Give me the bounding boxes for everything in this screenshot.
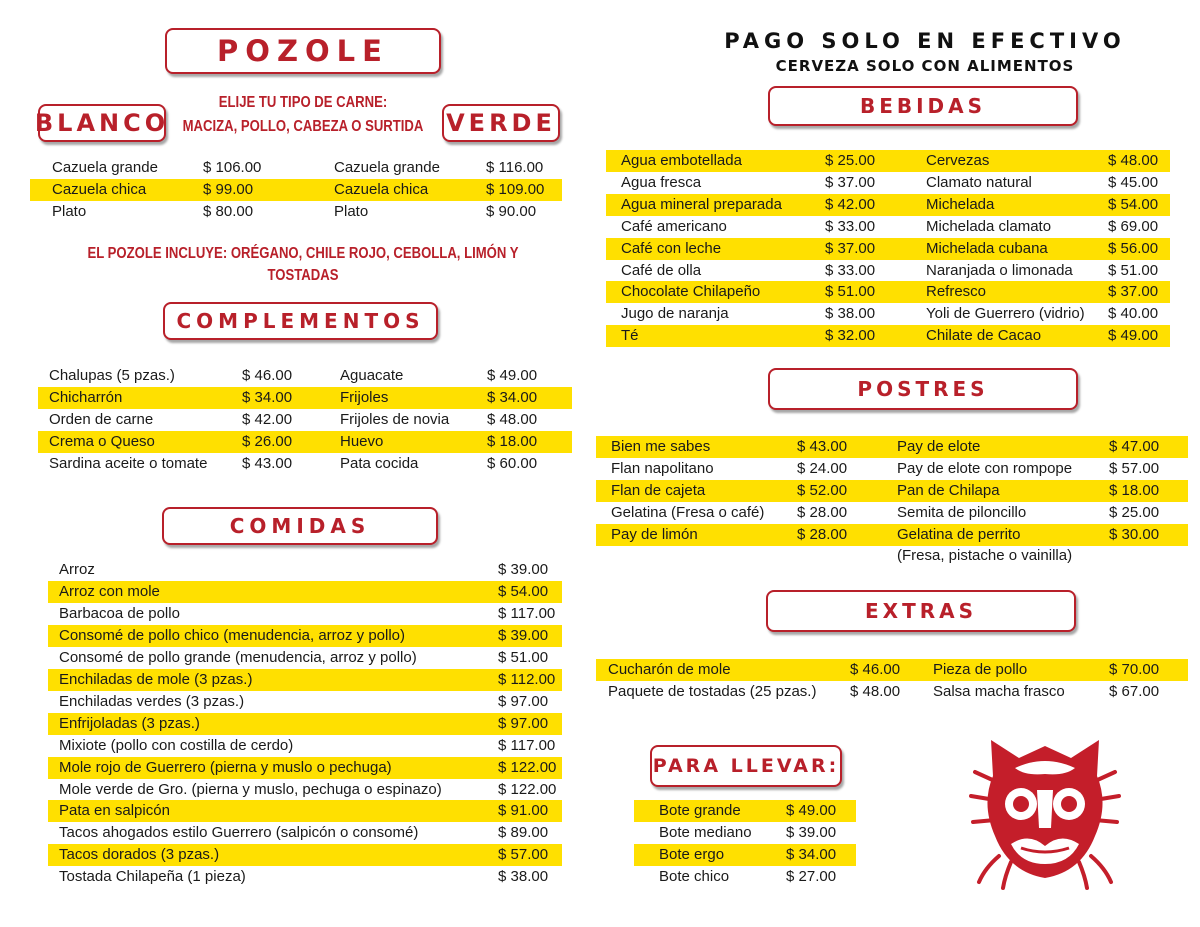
- item-price: $ 122.00: [498, 758, 557, 776]
- item-name: Bote mediano: [659, 824, 752, 841]
- item-name: Enchiladas de mole (3 pzas.): [59, 670, 253, 688]
- bebida-row: [606, 194, 1170, 216]
- item-name: Té: [621, 327, 639, 345]
- item-price: $ 45.00: [1108, 173, 1159, 191]
- comida-row: [48, 559, 562, 581]
- item-price: $ 38.00: [825, 305, 876, 323]
- comida-row: [48, 691, 562, 713]
- item-price: $ 43.00: [242, 455, 293, 472]
- complemento-row: [38, 431, 572, 453]
- item-name: Aguacate: [340, 367, 404, 384]
- item-price: $ 67.00: [1109, 683, 1160, 700]
- item-price: $ 42.00: [825, 195, 876, 213]
- item-price: $ 38.00: [498, 868, 549, 886]
- item-name: Frijoles de novia: [340, 411, 450, 428]
- item-name: Jugo de naranja: [621, 305, 729, 323]
- bebida-row: [606, 150, 1170, 172]
- bebida-row: [606, 216, 1170, 238]
- item-price: $ 32.00: [825, 327, 876, 345]
- item-price: $ 117.00: [498, 736, 556, 754]
- gelatina-flavors-note: (Fresa, pistache o vainilla): [897, 547, 1073, 564]
- blanco-item-price: $ 99.00: [203, 181, 254, 198]
- item-price: $ 39.00: [498, 626, 549, 644]
- item-price: $ 37.00: [825, 239, 876, 257]
- item-name: Flan de cajeta: [611, 481, 706, 499]
- item-name: Salsa macha frasco: [933, 683, 1065, 700]
- verde-item-name: Cazuela grande: [334, 159, 440, 176]
- item-price: $ 43.00: [797, 438, 848, 455]
- item-price: $ 56.00: [1108, 239, 1159, 257]
- comida-row: [48, 844, 562, 866]
- para-llevar-title: PARA LLEVAR:: [650, 745, 842, 787]
- item-name: Chocolate Chilapeño: [621, 283, 761, 301]
- item-price: $ 97.00: [498, 714, 549, 732]
- pozole-includes: EL POZOLE INCLUYE: ORÉGANO, CHILE ROJO, CEBOLLA, LIMÓN Y TOSTADAS: [87, 245, 519, 284]
- item-price: $ 25.00: [825, 152, 876, 169]
- verde-item-price: $ 109.00: [486, 181, 545, 198]
- para-llevar-row: [634, 866, 856, 888]
- para-llevar-row: [634, 844, 856, 866]
- item-price: $ 52.00: [797, 481, 848, 499]
- item-price: $ 18.00: [1109, 481, 1160, 499]
- item-price: $ 33.00: [825, 261, 876, 279]
- bebidas-title: BEBIDAS: [768, 86, 1078, 126]
- item-price: $ 42.00: [242, 411, 293, 428]
- item-name: Bien me sabes: [611, 438, 711, 455]
- comida-row: [48, 735, 562, 757]
- item-price: $ 57.00: [498, 846, 549, 864]
- item-price: $ 117.00: [498, 604, 556, 622]
- item-name: Tacos ahogados estilo Guerrero (salpicón o consomé): [59, 824, 419, 842]
- bebida-row: [606, 325, 1170, 347]
- verde-item-price: $ 90.00: [486, 203, 537, 220]
- comida-row: [48, 625, 562, 647]
- item-name: Gelatina de perrito: [897, 525, 1021, 543]
- comida-row: [48, 647, 562, 669]
- item-price: $ 28.00: [797, 503, 848, 521]
- item-price: $ 46.00: [242, 367, 293, 384]
- item-name: Mole verde de Gro. (pierna y muslo, pechuga o espinazo): [59, 780, 442, 798]
- item-name: Paquete de tostadas (25 pzas.): [608, 683, 817, 700]
- comida-row: [48, 800, 562, 822]
- item-name: Huevo: [340, 433, 384, 450]
- item-price: $ 34.00: [487, 389, 538, 406]
- item-name: Bote chico: [659, 868, 730, 885]
- complemento-row: [38, 409, 572, 431]
- item-name: Michelada cubana: [926, 239, 1048, 257]
- verde-label: VERDE: [442, 104, 560, 142]
- item-name: Enfrijoladas (3 pzas.): [59, 714, 200, 732]
- item-name: Arroz con mole: [59, 582, 160, 600]
- item-name: Naranjada o limonada: [926, 261, 1073, 279]
- item-price: $ 89.00: [498, 824, 549, 842]
- comida-row: [48, 779, 562, 801]
- item-name: Orden de carne: [49, 411, 154, 428]
- item-price: $ 69.00: [1108, 217, 1159, 235]
- comida-row: [48, 669, 562, 691]
- item-price: $ 27.00: [786, 868, 837, 885]
- item-name: Chalupas (5 pzas.): [49, 367, 175, 384]
- item-price: $ 18.00: [487, 433, 538, 450]
- blanco-label: BLANCO: [38, 104, 166, 142]
- item-name: Pay de elote con rompope: [897, 459, 1073, 477]
- item-price: $ 39.00: [786, 824, 837, 841]
- meat-choice-line2: MACIZA, POLLO, CABEZA O SURTIDA: [182, 118, 424, 135]
- item-price: $ 57.00: [1109, 459, 1160, 477]
- item-name: Enchiladas verdes (3 pzas.): [59, 692, 245, 710]
- item-name: Bote grande: [659, 802, 741, 819]
- bebida-row: [606, 303, 1170, 325]
- item-price: $ 49.00: [487, 367, 538, 384]
- bebida-row: [606, 281, 1170, 303]
- item-price: $ 122.00: [498, 780, 557, 798]
- postre-row: [596, 502, 1188, 524]
- extra-row: [596, 659, 1188, 681]
- item-price: $ 30.00: [1109, 525, 1160, 543]
- item-price: $ 48.00: [850, 683, 901, 700]
- pozole-row: [30, 157, 562, 179]
- item-name: Café de olla: [621, 261, 702, 279]
- item-name: Refresco: [926, 283, 987, 301]
- item-name: Michelada clamato: [926, 217, 1052, 235]
- item-name: Frijoles: [340, 389, 389, 406]
- item-price: $ 34.00: [786, 846, 837, 863]
- postre-row: [596, 524, 1188, 546]
- item-name: Semita de piloncillo: [897, 503, 1027, 521]
- item-price: $ 28.00: [797, 525, 848, 543]
- item-price: $ 54.00: [498, 582, 549, 600]
- item-name: Mixiote (pollo con costilla de cerdo): [59, 736, 294, 754]
- item-price: $ 25.00: [1109, 503, 1160, 521]
- item-name: Sardina aceite o tomate: [49, 455, 208, 472]
- para-llevar-row: [634, 800, 856, 822]
- item-name: Cervezas: [926, 152, 990, 169]
- item-price: $ 60.00: [487, 455, 538, 472]
- item-name: Consomé de pollo chico (menudencia, arroz y pollo): [59, 626, 406, 644]
- comidas-title: COMIDAS: [162, 507, 438, 545]
- item-price: $ 91.00: [498, 802, 549, 820]
- item-price: $ 39.00: [498, 561, 549, 578]
- item-price: $ 54.00: [1108, 195, 1159, 213]
- item-name: Pata en salpicón: [59, 802, 170, 820]
- item-name: Barbacoa de pollo: [59, 604, 180, 622]
- verde-item-name: Cazuela chica: [334, 181, 429, 198]
- item-name: Gelatina (Fresa o café): [611, 503, 765, 521]
- item-price: $ 47.00: [1109, 438, 1160, 455]
- item-name: Arroz: [59, 561, 95, 578]
- blanco-item-name: Plato: [52, 203, 87, 220]
- item-price: $ 112.00: [498, 670, 556, 688]
- complemento-row: [38, 387, 572, 409]
- item-name: Agua fresca: [621, 173, 702, 191]
- item-price: $ 37.00: [825, 173, 876, 191]
- bebida-row: [606, 260, 1170, 282]
- item-name: Mole rojo de Guerrero (pierna y muslo o pechuga): [59, 758, 392, 776]
- item-price: $ 51.00: [1108, 261, 1159, 279]
- comida-row: [48, 713, 562, 735]
- item-price: $ 46.00: [850, 661, 901, 678]
- item-price: $ 51.00: [498, 648, 549, 666]
- item-price: $ 70.00: [1109, 661, 1160, 678]
- postre-row: [596, 458, 1188, 480]
- item-name: Pay de limón: [611, 525, 698, 543]
- item-name: Flan napolitano: [611, 459, 714, 477]
- complemento-row: [38, 365, 572, 387]
- item-name: Chilate de Cacao: [926, 327, 1042, 345]
- item-name: Crema o Queso: [49, 433, 155, 450]
- postre-row: [596, 480, 1188, 502]
- item-name: Clamato natural: [926, 173, 1032, 191]
- item-name: Consomé de pollo grande (menudencia, arroz y pollo): [59, 648, 417, 666]
- item-price: $ 49.00: [786, 802, 837, 819]
- item-price: $ 34.00: [242, 389, 293, 406]
- pozole-row: [30, 179, 562, 201]
- item-name: Tacos dorados (3 pzas.): [59, 846, 220, 864]
- blanco-item-name: Cazuela grande: [52, 159, 158, 176]
- verde-item-name: Plato: [334, 203, 369, 220]
- item-name: Pan de Chilapa: [897, 481, 1000, 499]
- meat-choice-line1: ELIJE TU TIPO DE CARNE:: [218, 94, 388, 111]
- item-name: Yoli de Guerrero (vidrio): [926, 305, 1085, 323]
- payment-note: PAGO SOLO EN EFECTIVO: [724, 29, 1126, 53]
- para-llevar-row: [634, 822, 856, 844]
- item-name: Pata cocida: [340, 455, 419, 472]
- blanco-item-price: $ 80.00: [203, 203, 254, 220]
- item-price: $ 48.00: [1108, 152, 1159, 169]
- item-price: $ 33.00: [825, 217, 876, 235]
- pozole-row: [30, 201, 562, 223]
- comida-row: [48, 822, 562, 844]
- item-price: $ 97.00: [498, 692, 549, 710]
- item-name: Michelada: [926, 195, 995, 213]
- complemento-row: [38, 453, 572, 475]
- blanco-item-price: $ 106.00: [203, 159, 262, 176]
- complementos-title: COMPLEMENTOS: [163, 302, 438, 340]
- item-price: $ 40.00: [1108, 305, 1159, 323]
- item-name: Agua embotellada: [621, 152, 742, 169]
- extras-title: EXTRAS: [766, 590, 1076, 632]
- comida-row: [48, 866, 562, 888]
- item-price: $ 24.00: [797, 459, 848, 477]
- item-price: $ 37.00: [1108, 283, 1159, 301]
- comida-row: [48, 581, 562, 603]
- item-price: $ 51.00: [825, 283, 876, 301]
- bebida-row: [606, 238, 1170, 260]
- item-name: Pay de elote: [897, 438, 981, 455]
- postre-row: [596, 436, 1188, 458]
- item-name: Cucharón de mole: [608, 661, 731, 678]
- postres-title: POSTRES: [768, 368, 1078, 410]
- pozole-title: POZOLE: [165, 28, 441, 74]
- extra-row: [596, 681, 1188, 703]
- item-price: $ 26.00: [242, 433, 293, 450]
- item-price: $ 48.00: [487, 411, 538, 428]
- jaguar-mask-logo: [965, 732, 1125, 892]
- item-name: Agua mineral preparada: [621, 195, 782, 213]
- item-name: Chicharrón: [49, 389, 123, 406]
- item-name: Pieza de pollo: [933, 661, 1028, 678]
- item-name: Bote ergo: [659, 846, 725, 863]
- beer-note: CERVEZA SOLO CON ALIMENTOS: [775, 57, 1075, 75]
- item-name: Café con leche: [621, 239, 722, 257]
- item-name: Café americano: [621, 217, 727, 235]
- comida-row: [48, 757, 562, 779]
- comida-row: [48, 603, 562, 625]
- verde-item-price: $ 116.00: [486, 159, 544, 176]
- bebida-row: [606, 172, 1170, 194]
- item-price: $ 49.00: [1108, 327, 1159, 345]
- blanco-item-name: Cazuela chica: [52, 181, 147, 198]
- item-name: Tostada Chilapeña (1 pieza): [59, 868, 246, 886]
